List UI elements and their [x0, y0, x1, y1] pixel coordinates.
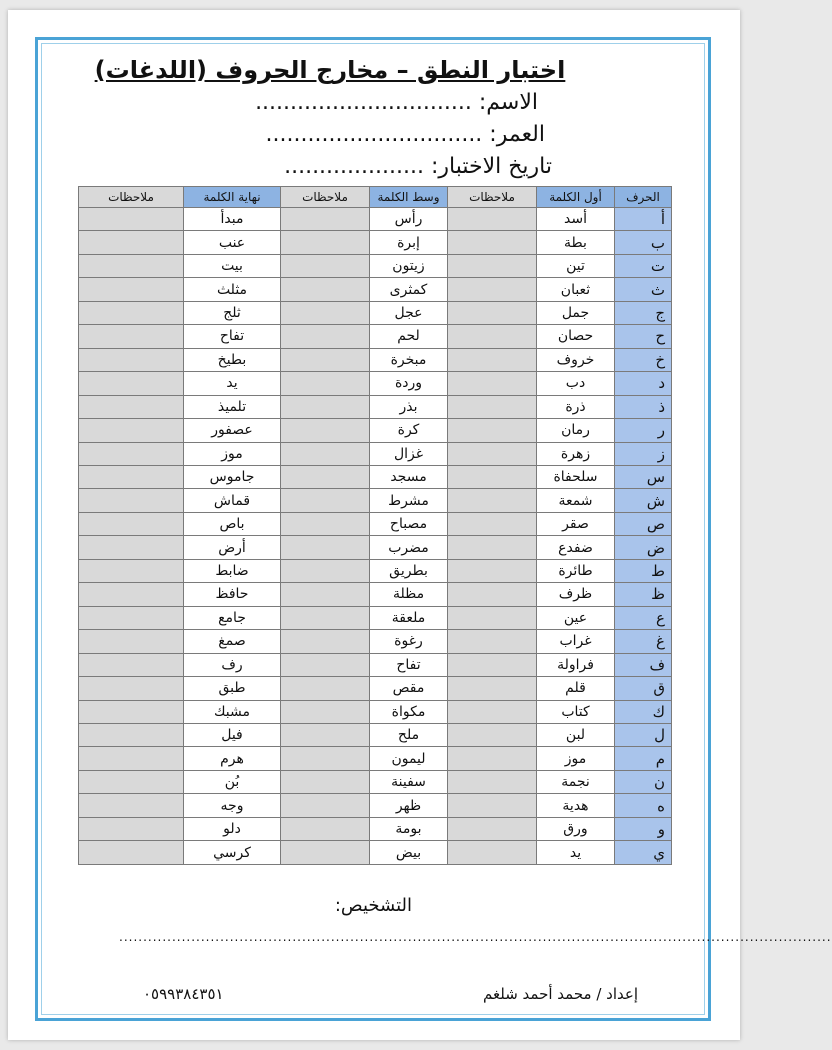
initial-word-cell: ظرف	[537, 583, 615, 606]
notes-cell	[281, 770, 370, 793]
letter-cell: ن	[615, 770, 672, 793]
initial-word-cell: ثعبان	[537, 278, 615, 301]
final-word-cell: فيل	[184, 723, 281, 746]
medial-word-cell: ملعقة	[370, 606, 448, 629]
initial-word-cell: طائرة	[537, 559, 615, 582]
notes-cell	[281, 653, 370, 676]
initial-word-cell: قلم	[537, 677, 615, 700]
final-word-cell: أرض	[184, 536, 281, 559]
notes-cell	[448, 606, 537, 629]
letter-cell: ل	[615, 723, 672, 746]
notes-cell	[448, 817, 537, 840]
letter-cell: د	[615, 372, 672, 395]
final-word-cell: جامع	[184, 606, 281, 629]
table-row	[79, 559, 672, 582]
notes-cell	[281, 442, 370, 465]
table-row	[79, 231, 672, 254]
notes-cell	[281, 559, 370, 582]
table-row	[79, 700, 672, 723]
table-row	[79, 372, 672, 395]
medial-word-cell: مبخرة	[370, 348, 448, 371]
table-row	[79, 512, 672, 535]
notes-cell	[281, 677, 370, 700]
notes-cell	[79, 536, 184, 559]
notes-cell	[79, 653, 184, 676]
notes-cell	[79, 606, 184, 629]
initial-word-cell: فراولة	[537, 653, 615, 676]
notes-cell	[79, 559, 184, 582]
notes-cell	[448, 254, 537, 277]
letter-cell: م	[615, 747, 672, 770]
notes-cell	[79, 348, 184, 371]
medial-word-cell: ملح	[370, 723, 448, 746]
initial-word-cell: حصان	[537, 325, 615, 348]
letter-cell: ش	[615, 489, 672, 512]
final-word-cell: يد	[184, 372, 281, 395]
table-row	[79, 489, 672, 512]
final-word-cell: دلو	[184, 817, 281, 840]
table-row	[79, 442, 672, 465]
notes-cell	[281, 325, 370, 348]
test-date-field: تاريخ الاختبار: ....................	[284, 154, 552, 179]
medial-word-cell: لحم	[370, 325, 448, 348]
phone-number: ٠٥٩٩٣٨٤٣٥١	[143, 985, 224, 1003]
final-word-cell: ضابط	[184, 559, 281, 582]
medial-word-cell: غزال	[370, 442, 448, 465]
notes-cell	[448, 442, 537, 465]
notes-cell	[448, 841, 537, 865]
notes-cell	[79, 583, 184, 606]
letter-cell: ذ	[615, 395, 672, 418]
diagnosis-line: ....................................................................................................................................................	[119, 930, 832, 944]
initial-word-cell: أسد	[537, 208, 615, 231]
table-row	[79, 301, 672, 324]
notes-cell	[281, 348, 370, 371]
notes-cell	[281, 583, 370, 606]
notes-cell	[79, 372, 184, 395]
author-credit: إعداد / محمد أحمد شلغم	[483, 985, 638, 1003]
table-row	[79, 770, 672, 793]
final-word-cell: مثلث	[184, 278, 281, 301]
notes-cell	[281, 747, 370, 770]
medial-word-cell: مقص	[370, 677, 448, 700]
final-word-cell: موز	[184, 442, 281, 465]
notes-cell	[448, 395, 537, 418]
age-field: العمر: ...............................	[265, 122, 545, 147]
initial-word-cell: صقر	[537, 512, 615, 535]
notes-cell	[448, 325, 537, 348]
medial-word-cell: مسجد	[370, 465, 448, 488]
notes-cell	[79, 442, 184, 465]
notes-cell	[79, 723, 184, 746]
initial-word-cell: زهرة	[537, 442, 615, 465]
notes-cell	[281, 536, 370, 559]
notes-cell	[281, 208, 370, 231]
notes-cell	[79, 278, 184, 301]
table-row	[79, 536, 672, 559]
table-row	[79, 794, 672, 817]
notes-cell	[281, 419, 370, 442]
notes-cell	[448, 419, 537, 442]
notes-cell	[281, 254, 370, 277]
table-row	[79, 653, 672, 676]
table-row	[79, 583, 672, 606]
notes-cell	[79, 208, 184, 231]
notes-cell	[281, 489, 370, 512]
initial-word-cell: نجمة	[537, 770, 615, 793]
table-row	[79, 278, 672, 301]
header-notes-medial: ملاحظات	[281, 187, 370, 208]
notes-cell	[448, 794, 537, 817]
letter-cell: أ	[615, 208, 672, 231]
notes-cell	[79, 700, 184, 723]
table-row	[79, 254, 672, 277]
notes-cell	[448, 770, 537, 793]
header-notes-initial: ملاحظات	[448, 187, 537, 208]
letter-cell: ط	[615, 559, 672, 582]
final-word-cell: مبدأ	[184, 208, 281, 231]
letter-cell: ف	[615, 653, 672, 676]
initial-word-cell: عين	[537, 606, 615, 629]
table-row	[79, 348, 672, 371]
notes-cell	[79, 770, 184, 793]
letter-cell: ق	[615, 677, 672, 700]
letter-cell: ع	[615, 606, 672, 629]
letter-cell: ب	[615, 231, 672, 254]
medial-word-cell: عجل	[370, 301, 448, 324]
medial-word-cell: مصباح	[370, 512, 448, 535]
notes-cell	[448, 372, 537, 395]
letter-cell: ر	[615, 419, 672, 442]
letter-cell: ح	[615, 325, 672, 348]
final-word-cell: قماش	[184, 489, 281, 512]
final-word-cell: وجه	[184, 794, 281, 817]
notes-cell	[448, 559, 537, 582]
notes-cell	[448, 747, 537, 770]
medial-word-cell: بطريق	[370, 559, 448, 582]
medial-word-cell: بذر	[370, 395, 448, 418]
notes-cell	[79, 395, 184, 418]
initial-word-cell: بطة	[537, 231, 615, 254]
notes-cell	[281, 630, 370, 653]
initial-word-cell: شمعة	[537, 489, 615, 512]
final-word-cell: بطيخ	[184, 348, 281, 371]
notes-cell	[79, 747, 184, 770]
initial-word-cell: سلحفاة	[537, 465, 615, 488]
initial-word-cell: دب	[537, 372, 615, 395]
initial-word-cell: خروف	[537, 348, 615, 371]
final-word-cell: تلميذ	[184, 395, 281, 418]
final-word-cell: بيت	[184, 254, 281, 277]
table-row	[79, 630, 672, 653]
letter-cell: ك	[615, 700, 672, 723]
notes-cell	[281, 841, 370, 865]
notes-cell	[281, 700, 370, 723]
notes-cell	[448, 583, 537, 606]
table-body	[79, 208, 672, 865]
notes-cell	[448, 677, 537, 700]
final-word-cell: بُن	[184, 770, 281, 793]
initial-word-cell: تين	[537, 254, 615, 277]
medial-word-cell: مضرب	[370, 536, 448, 559]
notes-cell	[281, 395, 370, 418]
table-row	[79, 208, 672, 231]
notes-cell	[448, 630, 537, 653]
initial-word-cell: لبن	[537, 723, 615, 746]
final-word-cell: عصفور	[184, 419, 281, 442]
notes-cell	[79, 794, 184, 817]
letter-cell: ت	[615, 254, 672, 277]
notes-cell	[448, 512, 537, 535]
notes-cell	[79, 419, 184, 442]
header-final: نهاية الكلمة	[184, 187, 281, 208]
final-word-cell: جاموس	[184, 465, 281, 488]
medial-word-cell: كرة	[370, 419, 448, 442]
notes-cell	[79, 817, 184, 840]
notes-cell	[448, 348, 537, 371]
notes-cell	[448, 723, 537, 746]
notes-cell	[448, 700, 537, 723]
initial-word-cell: ضفدع	[537, 536, 615, 559]
diagnosis-label: التشخيص:	[334, 895, 412, 916]
medial-word-cell: وردة	[370, 372, 448, 395]
medial-word-cell: بيض	[370, 841, 448, 865]
medial-word-cell: مشرط	[370, 489, 448, 512]
letter-cell: ج	[615, 301, 672, 324]
medial-word-cell: بومة	[370, 817, 448, 840]
initial-word-cell: موز	[537, 747, 615, 770]
final-word-cell: هرم	[184, 747, 281, 770]
notes-cell	[79, 489, 184, 512]
notes-cell	[79, 325, 184, 348]
initial-word-cell: يد	[537, 841, 615, 865]
notes-cell	[281, 231, 370, 254]
table-row	[79, 395, 672, 418]
notes-cell	[281, 817, 370, 840]
header-notes-final: ملاحظات	[79, 187, 184, 208]
medial-word-cell: إبرة	[370, 231, 448, 254]
notes-cell	[281, 278, 370, 301]
initial-word-cell: هدية	[537, 794, 615, 817]
notes-cell	[448, 231, 537, 254]
notes-cell	[79, 465, 184, 488]
final-word-cell: رف	[184, 653, 281, 676]
notes-cell	[448, 653, 537, 676]
notes-cell	[281, 606, 370, 629]
letter-cell: ض	[615, 536, 672, 559]
final-word-cell: حافظ	[184, 583, 281, 606]
initial-word-cell: غراب	[537, 630, 615, 653]
notes-cell	[448, 465, 537, 488]
notes-cell	[79, 512, 184, 535]
medial-word-cell: تفاح	[370, 653, 448, 676]
notes-cell	[79, 231, 184, 254]
table-row	[79, 817, 672, 840]
header-medial: وسط الكلمة	[370, 187, 448, 208]
final-word-cell: عنب	[184, 231, 281, 254]
letter-cell: غ	[615, 630, 672, 653]
notes-cell	[281, 372, 370, 395]
table-row	[79, 841, 672, 865]
medial-word-cell: ظهر	[370, 794, 448, 817]
final-word-cell: باص	[184, 512, 281, 535]
notes-cell	[281, 301, 370, 324]
table-row	[79, 677, 672, 700]
medial-word-cell: رأس	[370, 208, 448, 231]
header-letter: الحرف	[615, 187, 672, 208]
notes-cell	[281, 465, 370, 488]
notes-cell	[281, 723, 370, 746]
name-field: الاسم: ...............................	[255, 90, 538, 115]
medial-word-cell: ليمون	[370, 747, 448, 770]
notes-cell	[448, 489, 537, 512]
letter-cell: خ	[615, 348, 672, 371]
header-initial: أول الكلمة	[537, 187, 615, 208]
final-word-cell: ثلج	[184, 301, 281, 324]
table-row	[79, 747, 672, 770]
notes-cell	[79, 254, 184, 277]
letter-cell: ه	[615, 794, 672, 817]
table-row	[79, 723, 672, 746]
notes-cell	[79, 630, 184, 653]
medial-word-cell: زيتون	[370, 254, 448, 277]
final-word-cell: صمغ	[184, 630, 281, 653]
letter-cell: ص	[615, 512, 672, 535]
letter-cell: ث	[615, 278, 672, 301]
notes-cell	[79, 677, 184, 700]
letter-cell: و	[615, 817, 672, 840]
initial-word-cell: جمل	[537, 301, 615, 324]
page-title: اختبار النطق – مخارج الحروف (اللدغات)	[94, 56, 566, 84]
notes-cell	[448, 536, 537, 559]
notes-cell	[79, 301, 184, 324]
medial-word-cell: رغوة	[370, 630, 448, 653]
final-word-cell: كرسي	[184, 841, 281, 865]
notes-cell	[79, 841, 184, 865]
table-row	[79, 419, 672, 442]
notes-cell	[281, 512, 370, 535]
final-word-cell: تفاح	[184, 325, 281, 348]
letter-cell: س	[615, 465, 672, 488]
notes-cell	[448, 301, 537, 324]
notes-cell	[281, 794, 370, 817]
initial-word-cell: ورق	[537, 817, 615, 840]
table-row	[79, 606, 672, 629]
initial-word-cell: رمان	[537, 419, 615, 442]
letter-cell: ز	[615, 442, 672, 465]
articulation-table	[78, 186, 672, 865]
letter-cell: ي	[615, 841, 672, 865]
initial-word-cell: كتاب	[537, 700, 615, 723]
table-row	[79, 465, 672, 488]
notes-cell	[448, 208, 537, 231]
medial-word-cell: سفينة	[370, 770, 448, 793]
final-word-cell: طبق	[184, 677, 281, 700]
final-word-cell: مشبك	[184, 700, 281, 723]
initial-word-cell: ذرة	[537, 395, 615, 418]
letter-cell: ظ	[615, 583, 672, 606]
medial-word-cell: كمثرى	[370, 278, 448, 301]
table-row	[79, 325, 672, 348]
medial-word-cell: مكواة	[370, 700, 448, 723]
notes-cell	[448, 278, 537, 301]
medial-word-cell: مظلة	[370, 583, 448, 606]
